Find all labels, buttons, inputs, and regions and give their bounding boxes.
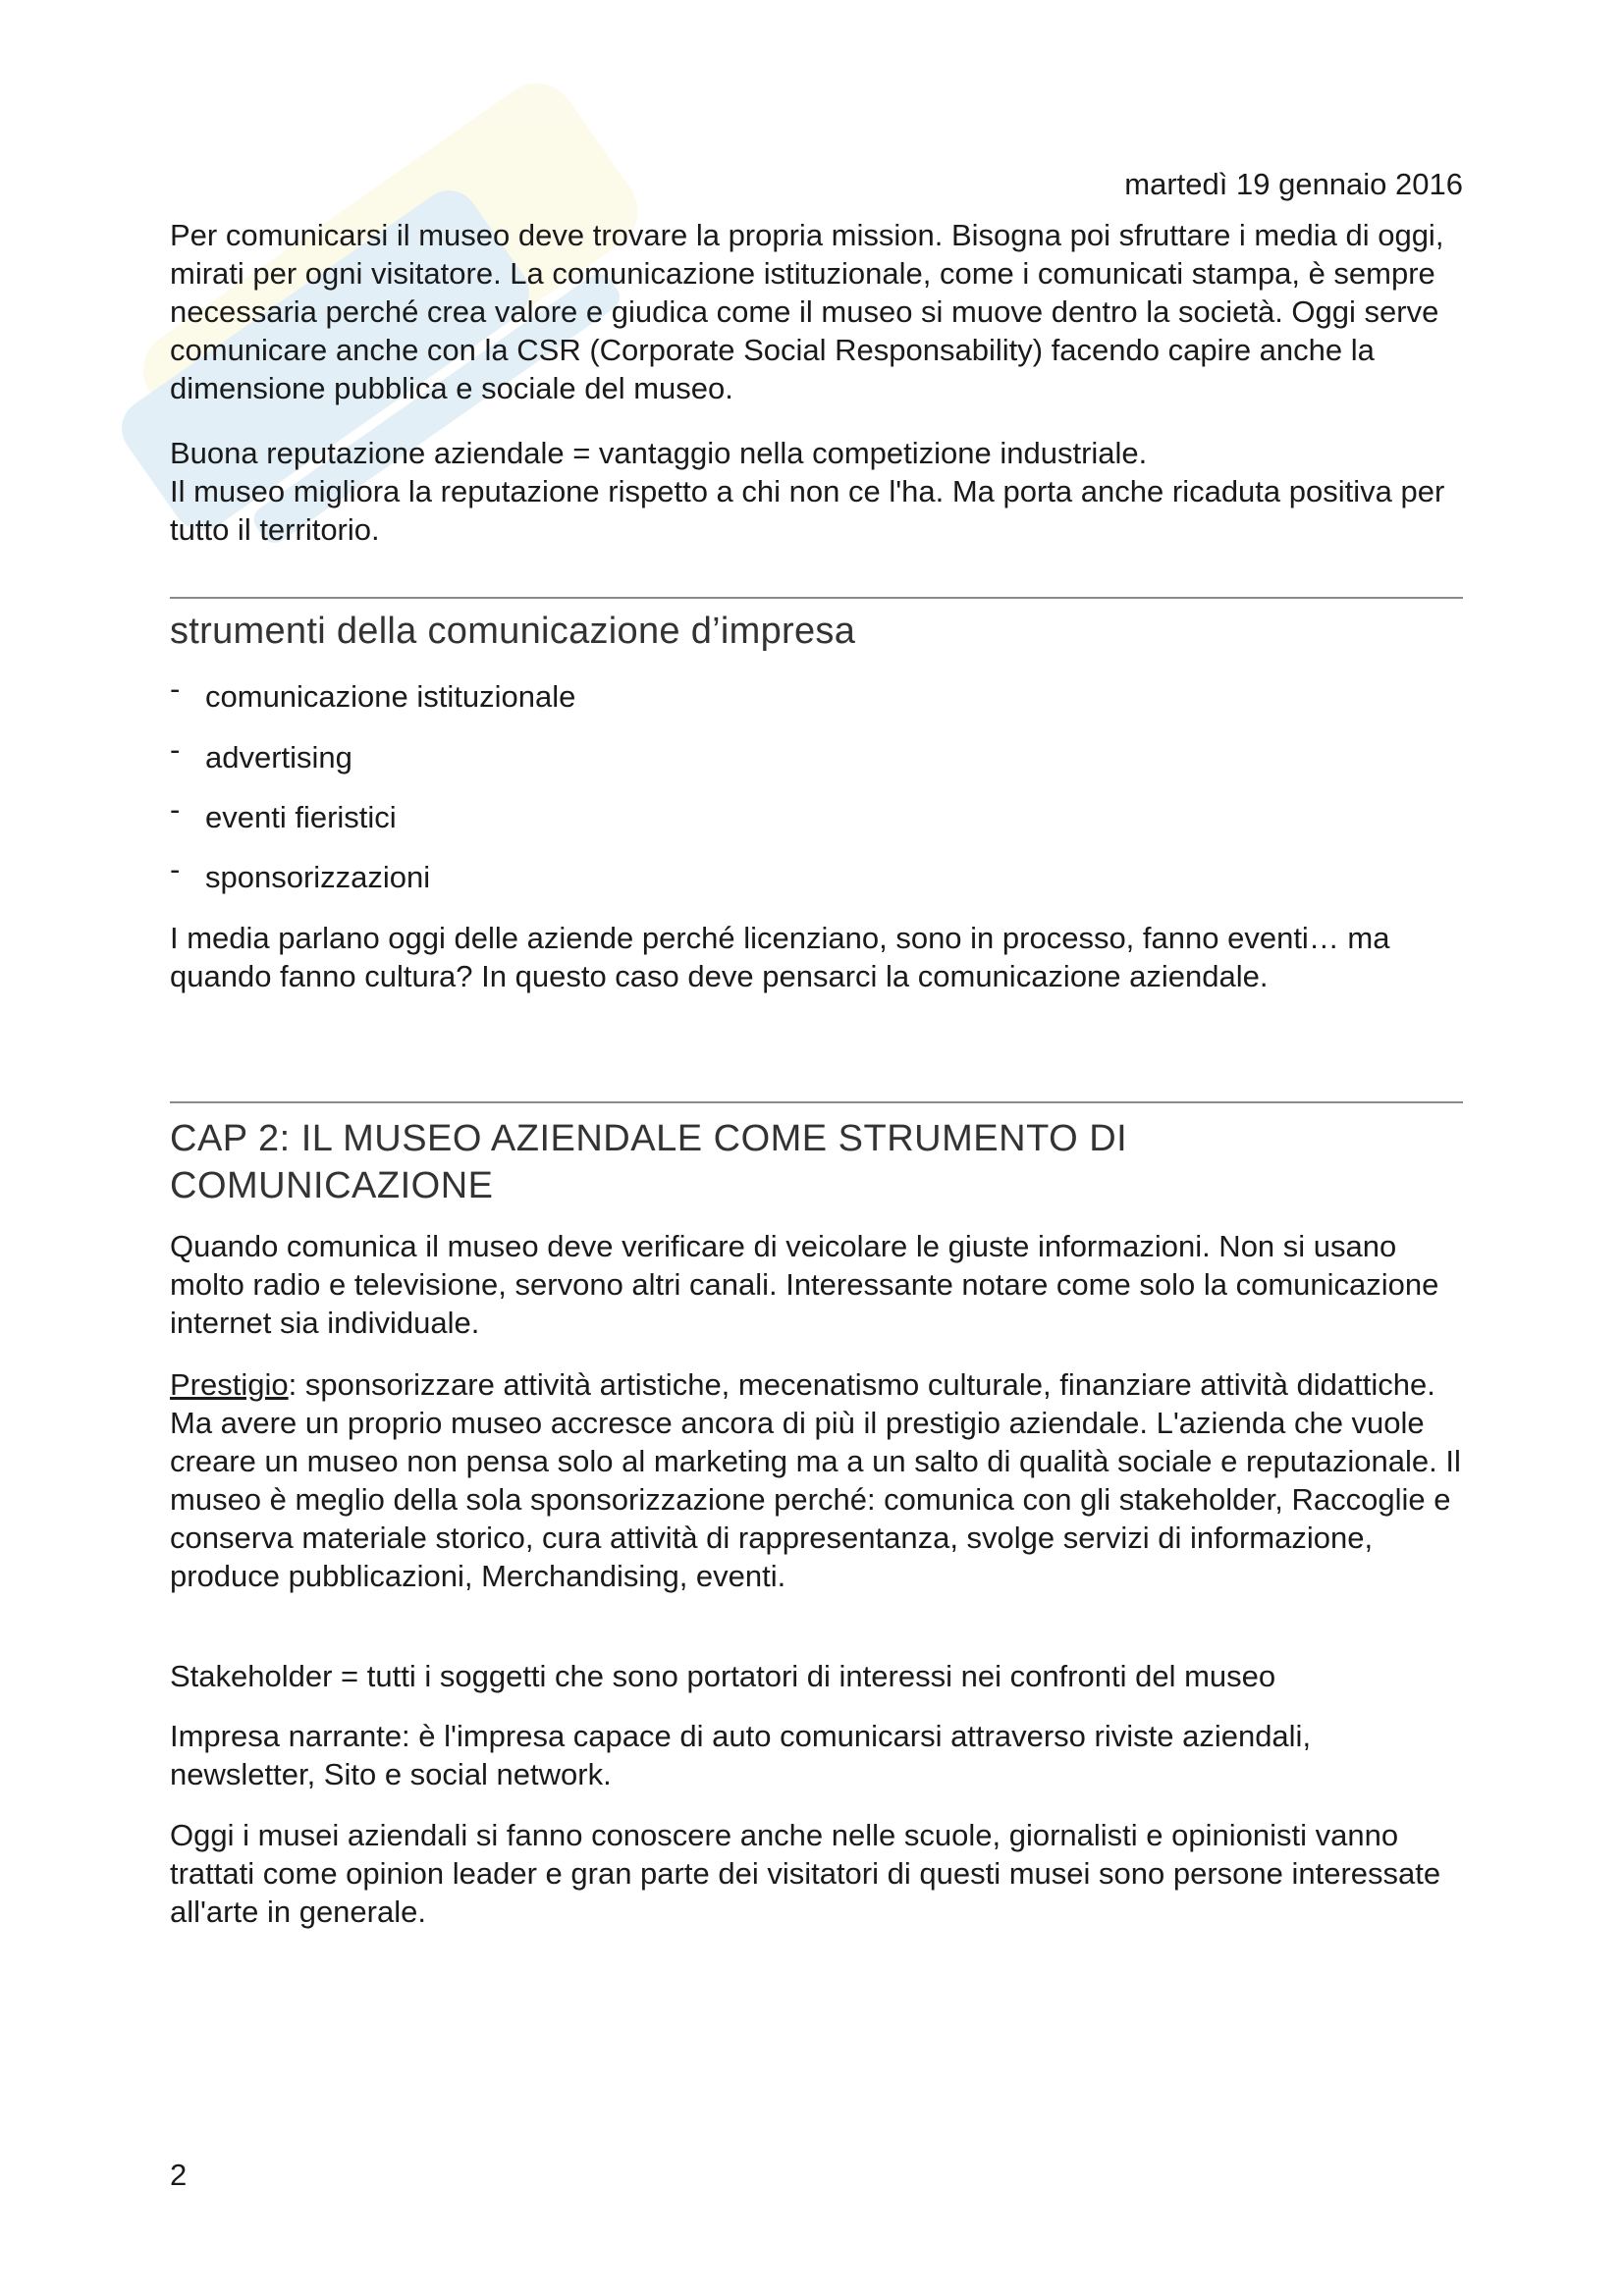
chapter-intro-paragraph: Quando comunica il museo deve verificare di veicolare le giuste informazioni. Non si usano molto radio e televisione, servono altri canali. Interessante notare come solo la comunicazione internet sia individuale.	[170, 1229, 1439, 1340]
list-item-text: advertising	[205, 740, 352, 774]
bullet-marker: -	[170, 852, 181, 886]
reputation-line: Buona reputazione aziendale = vantaggio nella competizione industriale.	[170, 436, 1148, 470]
list-item-text: sponsorizzazioni	[205, 860, 431, 894]
document-page	[170, 0, 1463, 2296]
chapter-divider	[170, 1101, 1463, 1103]
bullet-marker: -	[170, 792, 181, 827]
list-item-text: comunicazione istituzionale	[205, 679, 576, 714]
section-divider	[170, 597, 1463, 599]
bullet-marker: -	[170, 732, 181, 767]
list-item-text: eventi fieristici	[205, 800, 397, 834]
page-number: 2	[170, 2158, 188, 2192]
bullet-marker: -	[170, 671, 181, 706]
impresa-narrante-paragraph: Impresa narrante: è l'impresa capace di auto comunicarsi attraverso riviste aziendali, newsletter, Sito e social network.	[170, 1719, 1312, 1791]
prestigio-label: Prestigio	[170, 1367, 289, 1402]
section-heading-strumenti: strumenti della comunicazione d’impresa	[170, 611, 856, 652]
stakeholder-definition: Stakeholder = tutti i soggetti che sono portatori di interessi nei confronti del museo	[170, 1659, 1276, 1693]
reputation-paragraph: Il museo migliora la reputazione rispetto a chi non ce l'ha. Ma porta anche ricaduta positiva per tutto il territorio.	[170, 474, 1445, 547]
prestigio-text: : sponsorizzare attività artistiche, mecenatismo culturale, finanziare attività didattiche. Ma avere un proprio museo accresce ancora di più il prestigio aziendale. L'azienda che vuole creare un museo non pensa solo al marketing ma a un salto di qualità sociale e reputazionale. Il museo è meglio della sola sponsorizzazione perché: comunica con gli stakeholder, Raccoglie e conserva materiale storico, cura attività di rappresentanza, svolge servizi di informazione, produce pubblicazioni, Merchandising, eventi.	[170, 1367, 1461, 1593]
intro-paragraph: Per comunicarsi il museo deve trovare la propria mission. Bisogna poi sfruttare i media di oggi, mirati per ogni visitatore. La comunicazione istituzionale, come i comunicati stampa, è sempre necessaria perché crea valore e giudica come il museo si muove dentro la società. Oggi serve comunicare anche con la CSR (Corporate Social Responsability) facendo capire anche la dimensione pubblica e sociale del museo.	[170, 218, 1444, 405]
prestigio-paragraph	[170, 1365, 1463, 1595]
musei-aziendali-paragraph: Oggi i musei aziendali si fanno conoscere anche nelle scuole, giornalisti e opinionisti vanno trattati come opinion leader e gran parte dei visitatori di questi musei sono persone interessate all'arte in generale.	[170, 1818, 1441, 1929]
chapter-heading: CAP 2: IL MUSEO AZIENDALE COME STRUMENTO DI COMUNICAZIONE	[170, 1118, 1128, 1206]
page-date: martedì 19 gennaio 2016	[1124, 167, 1463, 201]
media-paragraph: I media parlano oggi delle aziende perché licenziano, sono in processo, fanno eventi… ma quando fanno cultura? In questo caso deve pensarci la comunicazione aziendale.	[170, 921, 1390, 993]
